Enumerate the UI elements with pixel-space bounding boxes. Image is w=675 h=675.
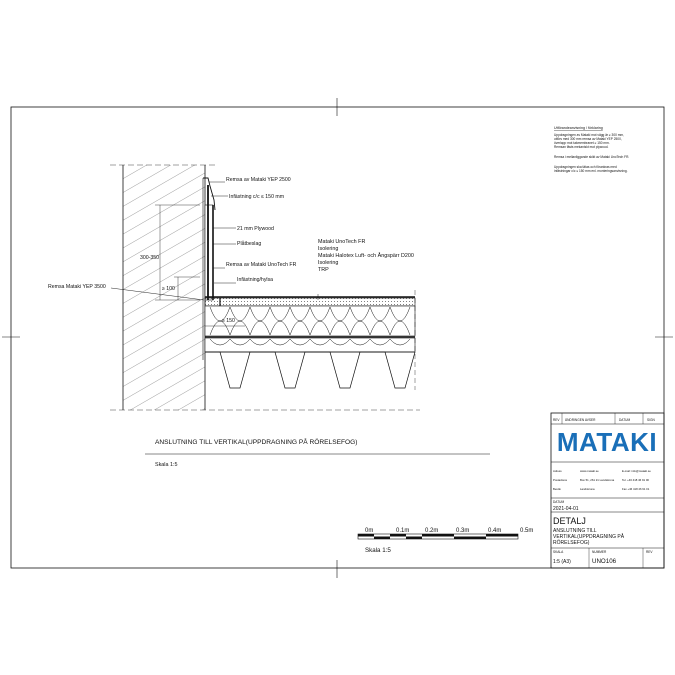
tb-header-date: DATUM [619, 418, 631, 422]
layer-list [318, 239, 414, 273]
layer-label: Isolering [318, 246, 339, 252]
label-fixing-top: Infästning c/c ≤ 150 mm [229, 194, 285, 200]
note-line: Uppdragningen ska tätas och förankras med [554, 165, 617, 169]
contact-cell: E-mail: info@mataki.se [622, 469, 651, 473]
label-plywood: 21 mm Plywood [237, 226, 274, 232]
note-line: Remsa i mellanliggande skikt av Mataki UnoTech FR. [554, 155, 630, 159]
contact-cell: Besök [553, 487, 561, 491]
label-strip-unotech: Remsa av Mataki UnoTech FR [226, 262, 297, 268]
drawing-title: ANSLUTNING TILL VERTIKAL(UPPDRAGNING PÅ RÖRELSEFOG) [155, 439, 358, 446]
note-line: överlapp mot takmembranet ≥ 150 mm. [554, 141, 610, 145]
roof-buildup [205, 290, 415, 390]
scale-tick: 0.5m [520, 528, 534, 534]
datum-value: 2021-04-01 [553, 506, 579, 512]
label-min-150: ≥ 150 [222, 318, 235, 324]
contact-cell: Postadress [553, 478, 567, 482]
scale-tick: 0.4m [488, 528, 502, 534]
skala-label: SKALA [553, 550, 564, 554]
note-line: Uppdragningen av Mataki mot vägg är ≥ 300 mm, [554, 133, 624, 137]
doc-title-line: ANSLUTNING TILL [553, 528, 597, 534]
nummer-label: NUMMER [592, 550, 607, 554]
rev-label: REV [646, 550, 653, 554]
scale-tick: 0.3m [456, 528, 470, 534]
label-strip-left: Remsa Mataki YEP 3500 [48, 284, 106, 290]
layer-label: TRP [318, 267, 329, 273]
contact-cell: Adress [553, 469, 562, 473]
note-line: infästningar c/c ≤ 150 mm enl. monteringsanvisning. [554, 169, 628, 173]
mataki-logo: MATAKI [556, 427, 658, 457]
layer-label: Mataki UnoTech FR [318, 239, 366, 245]
contact-cell: www.mataki.se [580, 469, 599, 473]
tb-header-sign: SIGN [647, 418, 655, 422]
datum-label: DATUM [553, 500, 565, 504]
label-fixing-sleeve: Infästning/hylsa [237, 277, 274, 283]
contact-cell: Fax +46 418 46 91 01 [622, 487, 650, 491]
drawing-scale: Skala 1:5 [155, 462, 178, 468]
label-flashing: Plåtbeslag [237, 241, 262, 247]
notes-heading: Utförandeanvisning / förklaring [554, 126, 603, 130]
label-height-range: 300-350 [140, 255, 160, 261]
scale-tick: 0.1m [396, 528, 410, 534]
note-line: utförs med 300 mm remsa av Mataki YEP 2500, [554, 137, 622, 141]
scalebar-label: Skala 1:5 [365, 547, 391, 554]
skala-value: 1:5 (A3) [553, 559, 571, 565]
contact-cell: Landskrona [580, 487, 595, 491]
contact-cell: Box 51, 261 21 Landskrona [580, 478, 615, 482]
scale-bar [358, 528, 533, 554]
layer-label: Isolering [318, 260, 339, 266]
scale-tick: 0.2m [425, 528, 439, 534]
label-strip-top: Remsa av Mataki YEP 2500 [226, 177, 291, 183]
nummer-value: UNO106 [592, 558, 617, 565]
doc-type: DETALJ [553, 516, 586, 526]
label-min-100: ≥ 100 [162, 286, 175, 292]
doc-title-line: VERTIKAL(UPPDRAGNING PÅ [553, 534, 625, 540]
contact-rows [553, 469, 651, 491]
note-line: Remsan fästs mekaniskt mot plywood. [554, 145, 609, 149]
scale-tick: 0m [365, 528, 374, 534]
layer-label: Mataki Halotex Luft- och Ångspärr D200 [318, 253, 414, 259]
concrete-wall [110, 165, 420, 410]
tb-header-rev: REV [553, 418, 560, 422]
tb-header-change: ÄNDRINGEN AVSER [565, 418, 596, 422]
contact-cell: Tel. +46 418 46 91 00 [622, 478, 649, 482]
doc-title-line: RÖRELSEFOG) [553, 540, 590, 546]
notes-block [554, 126, 629, 173]
